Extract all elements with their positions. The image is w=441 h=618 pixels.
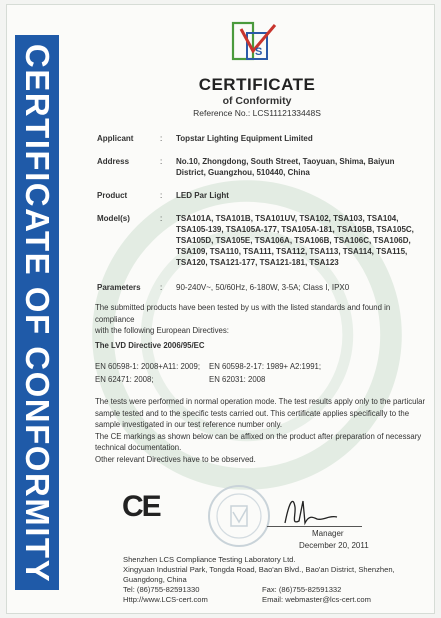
lcs-logo <box>231 21 281 61</box>
directive-title: The LVD Directive 2006/95/EC <box>95 341 205 350</box>
address-value <box>176 156 421 178</box>
compliance-line: The submitted products have been tested by us with the listed standards and found in compliance <box>95 303 391 324</box>
note-line: sample investigated in our test reference number only. <box>95 420 283 430</box>
model-line: TSA109, TSA110, TSA111, TSA112, TSA113, TSA114, TSA115, <box>176 247 408 256</box>
applicant-value: Topstar Lighting Equipment Limited <box>176 134 313 143</box>
note-line: Other relevant Directives have to be observed. <box>95 454 256 464</box>
product-value: LED Par Light <box>176 191 229 200</box>
applicant-label: Applicant <box>97 134 134 143</box>
certificate-title: CERTIFICATE <box>198 75 316 94</box>
note-line: sample tested and to the specific tests carried out. This certificate applies specifically to the <box>95 408 410 418</box>
footer-fax: Fax: (86)755-82591332 <box>262 585 342 594</box>
sidebar-text: CERTIFICATE OF CONFORMITY <box>19 43 56 584</box>
footer-address: Xingyuan Industrial Park, Tongda Road, Bao'an Blvd., Bao'an District, Shenzhen, <box>123 565 395 574</box>
footer-email[interactable]: Email: webmaster@lcs-cert.com <box>262 595 371 604</box>
standard-item: EN 62031: 2008 <box>209 375 266 384</box>
model-line: TSA105-139, TSA105A-177, TSA105A-181, TSA105B, TSA105C, <box>176 225 414 234</box>
test-notes <box>95 396 430 466</box>
models-list <box>176 213 421 268</box>
footer-tel: Tel: (86)755-82591330 <box>123 585 200 594</box>
certificate-page <box>6 4 435 614</box>
svg-text:S: S <box>255 46 263 58</box>
colon: : <box>160 214 163 223</box>
note-line: technical documentation. <box>95 443 182 453</box>
issue-date: December 20, 2011 <box>299 541 369 550</box>
product-label: Product <box>97 191 128 200</box>
manager-title: Manager <box>312 529 344 538</box>
standard-item: EN 60598-1: 2008+A11: 2009; <box>95 362 200 371</box>
address-line: No.10, Zhongdong, South Street, Taoyuan, Shima, Baiyun <box>176 157 395 166</box>
ce-mark: CE <box>122 490 160 523</box>
address-label: Address <box>97 157 130 166</box>
reference-number: Reference No.: LCS1112133448S <box>193 108 321 118</box>
compliance-statement <box>95 302 430 337</box>
signature-line <box>267 526 362 527</box>
compliance-line: with the following European Directives: <box>95 326 229 336</box>
note-line: The CE markings as shown below can be affixed on the product after preparation of necessary <box>95 431 422 441</box>
note-line: The tests were performed in normal operation mode. The test results apply only to the particular <box>95 397 426 406</box>
colon: : <box>160 134 163 143</box>
parameters-value: 90-240V~, 50/60Hz, 6-180W, 3-5A; Class I, IPX0 <box>176 283 350 292</box>
parameters-label: Parameters <box>97 283 141 292</box>
footer-web[interactable]: Http://www.LCS-cert.com <box>123 595 208 604</box>
sidebar-banner <box>15 35 59 590</box>
models-label: Model(s) <box>97 214 130 223</box>
colon: : <box>160 283 163 292</box>
company-stamp <box>205 482 273 550</box>
model-line: TSA101A, TSA101B, TSA101UV, TSA102, TSA103, TSA104, <box>176 214 399 223</box>
colon: : <box>160 157 163 166</box>
address-line: District, Guangzhou, 510440, China <box>176 168 310 177</box>
model-line: TSA120, TSA121-177, TSA121-181, TSA123 <box>176 258 339 267</box>
footer-address: Guangdong, China <box>123 575 187 584</box>
footer-company: Shenzhen LCS Compliance Testing Laboratory Ltd. <box>123 555 296 564</box>
model-line: TSA105D, TSA105E, TSA106A, TSA106B, TSA106C, TSA106D, <box>176 236 411 245</box>
standard-item: EN 62471: 2008; <box>95 375 154 384</box>
standard-item: EN 60598-2-17: 1989+ A2:1991; <box>209 362 322 371</box>
certificate-subtitle: of Conformity <box>222 95 292 107</box>
colon: : <box>160 191 163 200</box>
